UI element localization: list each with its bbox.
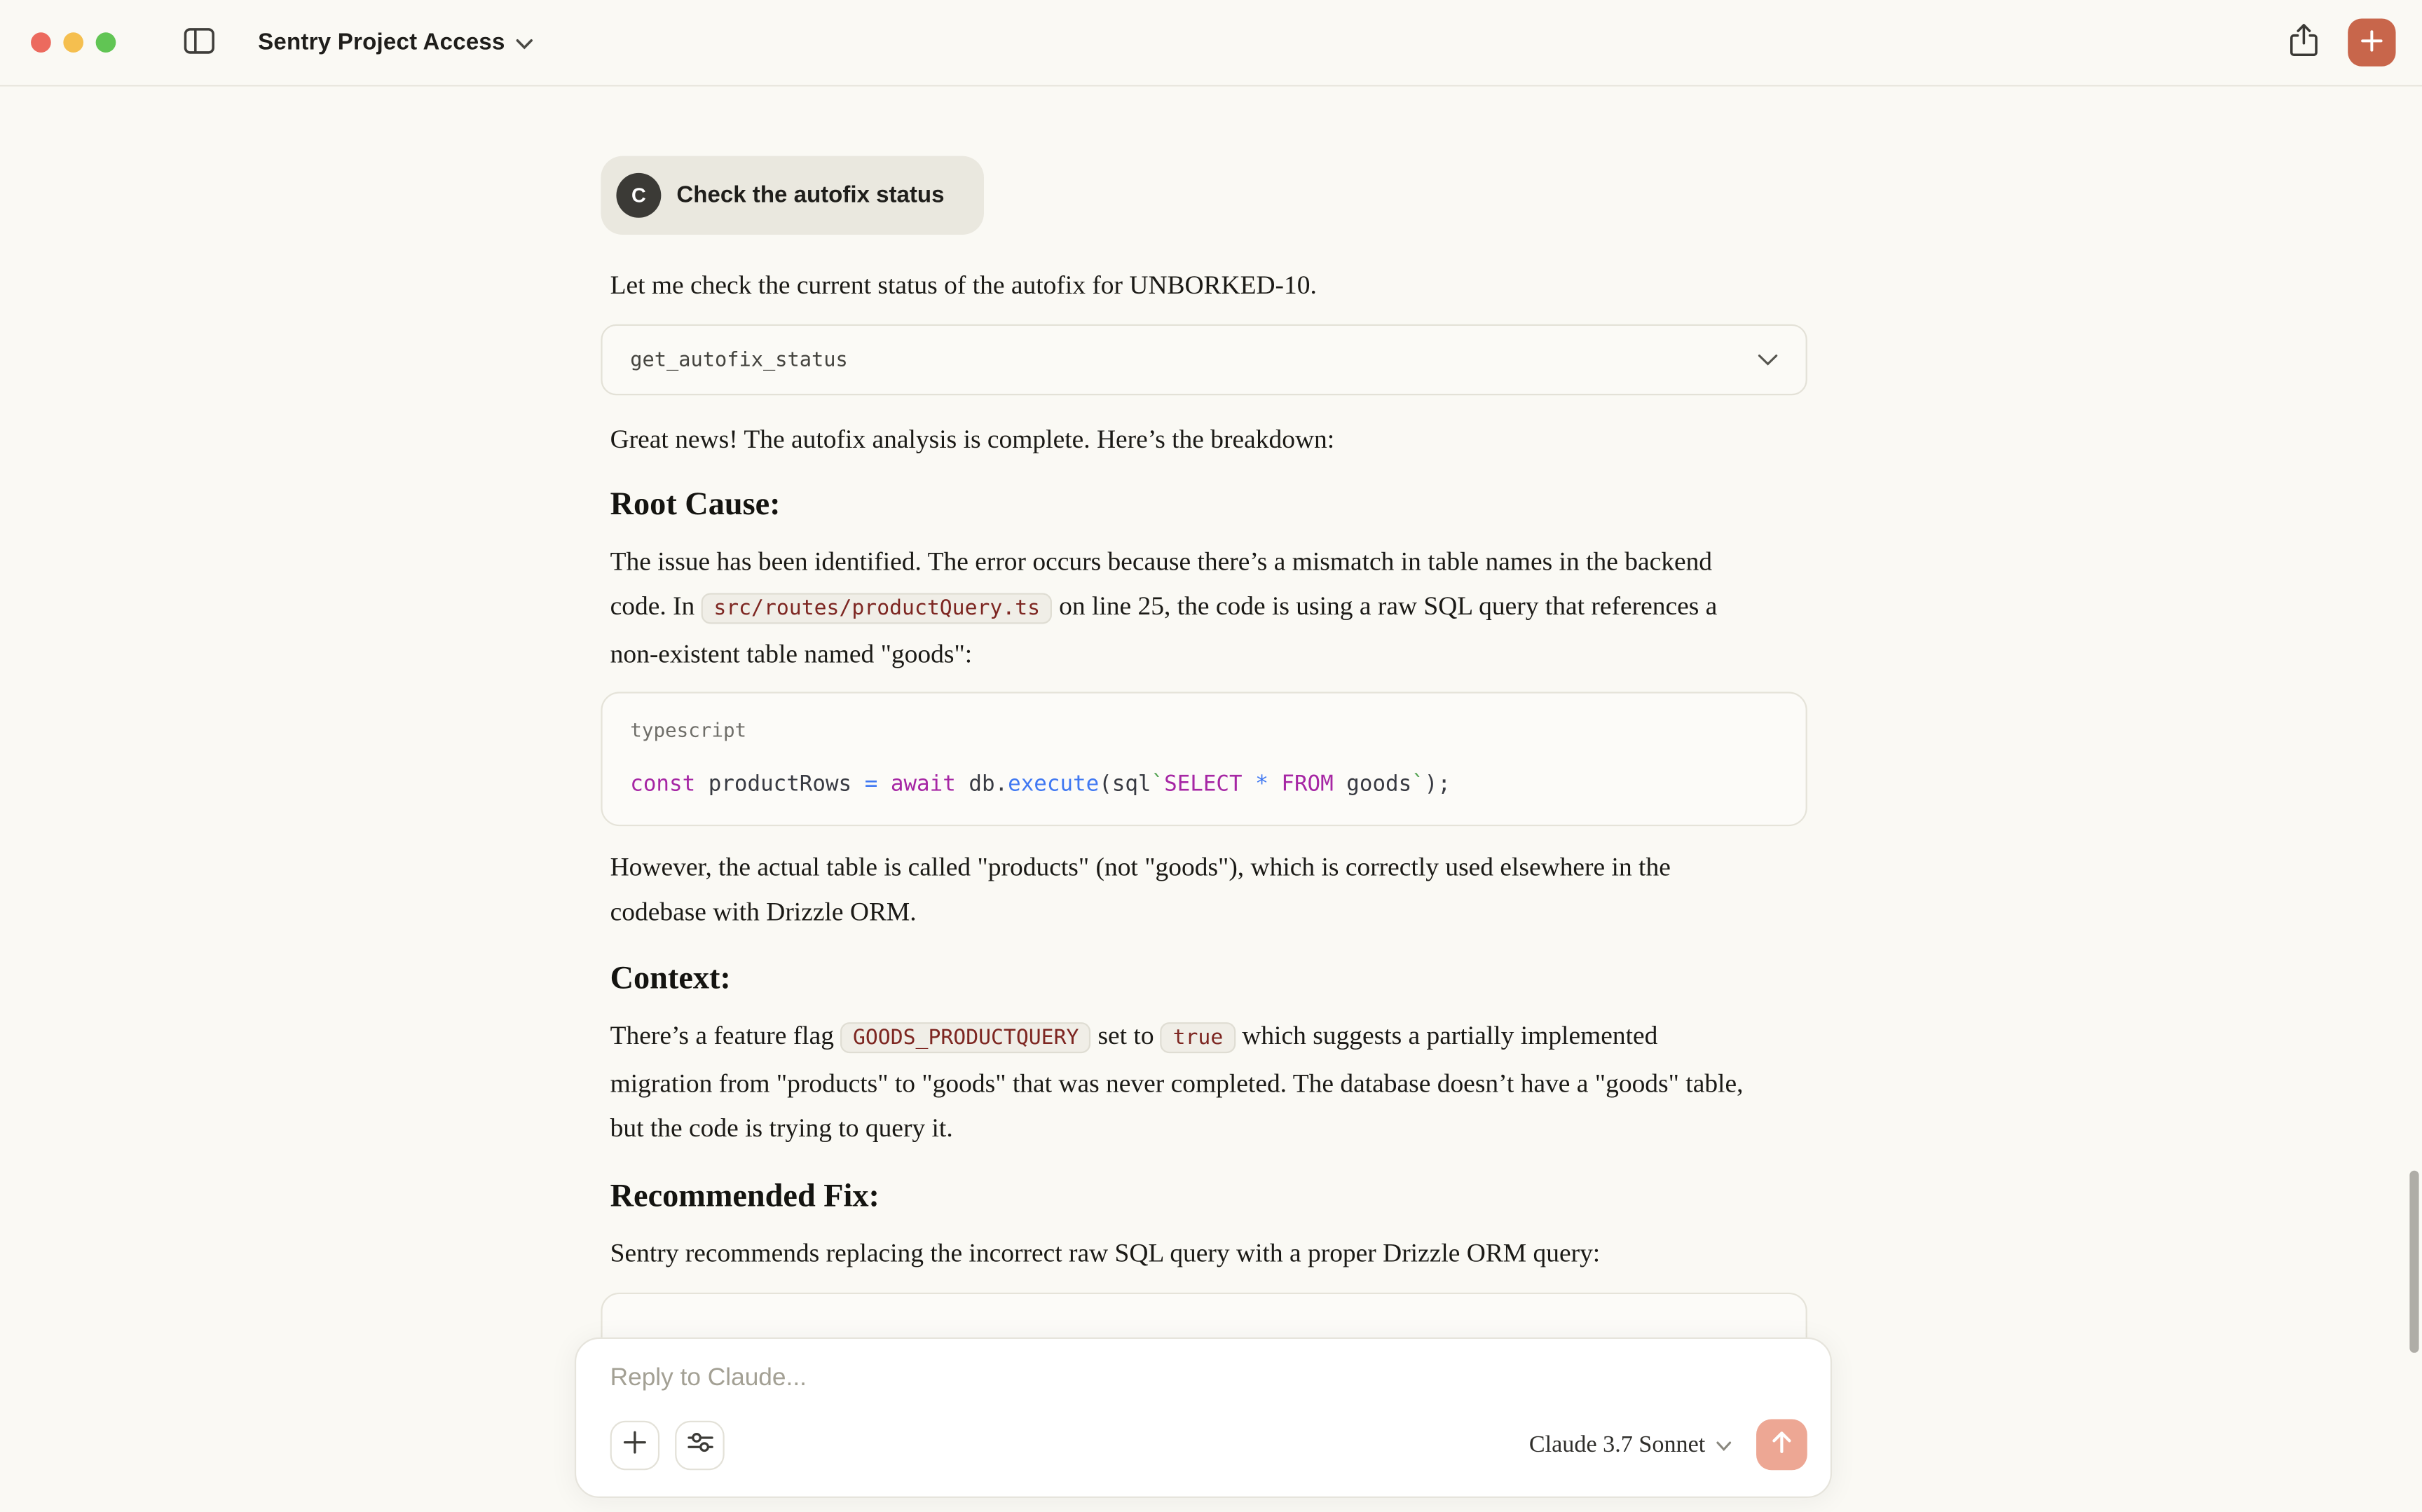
reply-placeholder: Reply to Claude... [610,1365,807,1391]
code-token: * [1255,772,1268,797]
plus-icon [622,1430,647,1459]
tools-button[interactable] [675,1420,725,1470]
assistant-paragraph [610,1013,1764,1150]
code-token: ` [1411,772,1425,797]
chevron-down-icon [1716,1431,1732,1459]
assistant-paragraph: Great news! The autofix analysis is complete. Here’s the breakdown: [610,425,1335,454]
code-token: FROM [1281,772,1334,797]
code-line [630,772,1778,797]
model-name: Claude 3.7 Sonnet [1528,1431,1706,1457]
titlebar [0,0,2422,86]
user-message-bubble [601,156,984,235]
window-controls [31,32,116,53]
inline-code-filepath: src/routes/productQuery.ts [702,593,1053,624]
conversation-thread [601,86,1807,1401]
code-token: db. [955,772,1008,797]
code-token: execute [1008,772,1100,797]
reply-composer [575,1338,1832,1498]
sidebar-toggle-button[interactable] [177,21,221,64]
code-token: const [630,772,696,797]
chevron-down-icon [516,29,533,57]
code-token [1268,772,1282,797]
paragraph-text: which suggests a partially implemented migration from "products" to "goods" that was never completed. The database doesn’t have a "goods" table, but the code is trying to query it. [610,1020,1744,1143]
minimize-window-button[interactable] [63,32,83,53]
paragraph-text: on line 25, the code is using a raw SQL query that references a non-existent table named "goods": [610,591,1718,669]
code-token: (sql [1099,772,1151,797]
code-language-label: typescript [630,717,747,741]
chevron-down-icon[interactable] [1758,346,1778,374]
conversation-title: Sentry Project Access [258,29,505,56]
assistant-paragraph: Sentry recommends replacing the incorrect raw SQL query with a proper Drizzle ORM query: [610,1238,1601,1268]
paragraph-text: There’s a feature flag [610,1020,841,1050]
inline-code-feature-flag: GOODS_PRODUCTQUERY [840,1022,1091,1053]
zoom-window-button[interactable] [96,32,116,53]
code-token: goods [1333,772,1412,797]
code-token [877,772,891,797]
reply-input[interactable] [610,1365,1807,1393]
sliders-icon [687,1431,713,1457]
section-heading-recommended-fix: Recommended Fix: [610,1176,880,1214]
code-token [1243,772,1256,797]
model-selector[interactable] [1529,1431,1732,1459]
share-icon [2288,23,2318,62]
code-token: ` [1151,772,1165,797]
arrow-up-icon [1770,1430,1793,1459]
inline-code-true: true [1161,1022,1236,1053]
section-heading-context: Context: [610,958,731,996]
paragraph-text: set to [1091,1020,1161,1050]
attach-button[interactable] [610,1420,660,1470]
conversation-title-menu[interactable] [258,29,533,57]
user-message-text: Check the autofix status [676,182,945,209]
tool-call-name: get_autofix_status [630,348,848,372]
close-window-button[interactable] [31,32,51,53]
assistant-paragraph [610,539,1764,676]
composer-toolbar [610,1420,1807,1471]
code-token: ); [1424,772,1451,797]
code-token: productRows [695,772,865,797]
paragraph-text: The issue has been identified. The error occurs because there’s a mismatch in table names in the backend code. In [610,547,1713,621]
user-avatar: C [616,173,661,218]
new-chat-button[interactable] [2348,18,2395,66]
code-block [601,692,1807,826]
share-button[interactable] [2280,20,2326,66]
assistant-paragraph: However, the actual table is called "products" (not "goods"), which is correctly used elsewhere in the codebase with Drizzle ORM. [610,852,1671,927]
scrollbar-thumb[interactable] [2409,1171,2418,1353]
tool-call-row[interactable] [601,324,1807,395]
send-button[interactable] [1756,1420,1807,1471]
section-heading-root-cause: Root Cause: [610,485,781,522]
sidebar-toggle-icon [184,27,214,58]
assistant-paragraph: Let me check the current status of the autofix for UNBORKED-10. [610,270,1317,300]
plus-icon [2360,29,2383,57]
code-token: = [864,772,878,797]
code-token: SELECT [1164,772,1243,797]
code-token: await [890,772,956,797]
